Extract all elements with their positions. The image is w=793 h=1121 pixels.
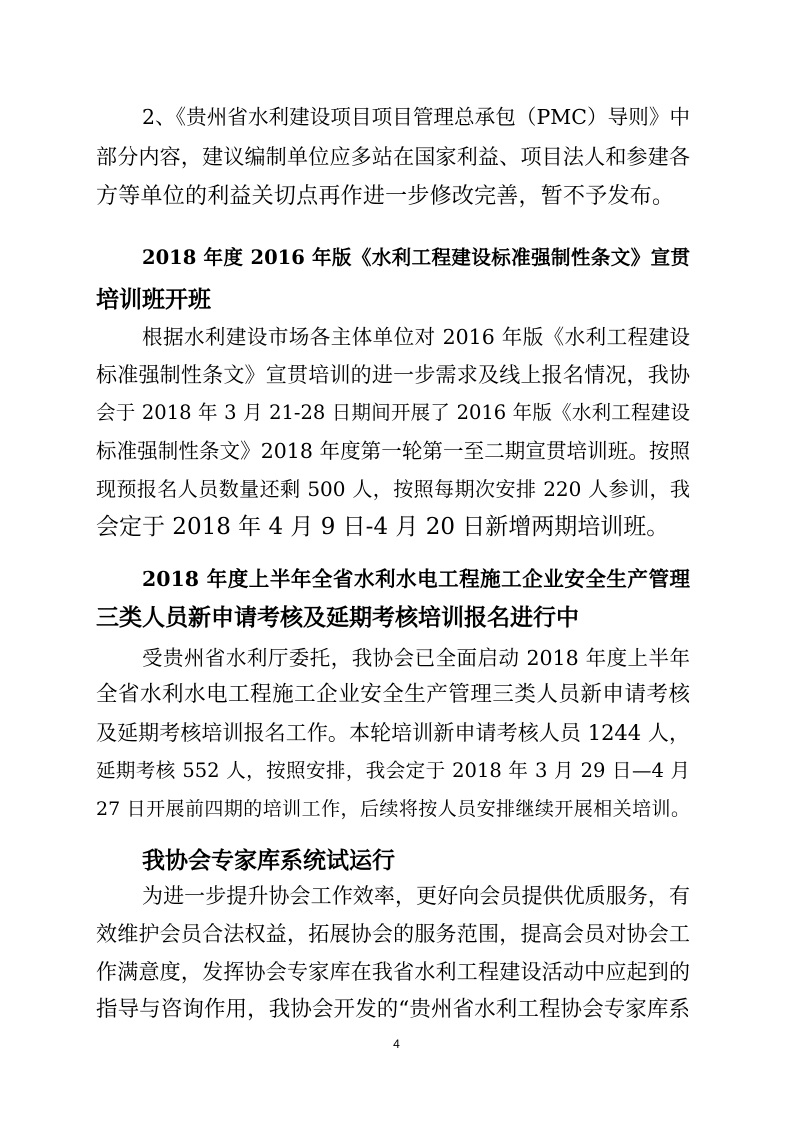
section2-body-line (0, 638, 793, 678)
intro-line (0, 97, 793, 137)
body-text: 会定于 2018 年 4 月 9 日-4 月 20 日新增两期培训班。 (96, 514, 670, 540)
body-text: 根据水利建设市场各主体单位对 2016 年版《水利工程建设 (142, 325, 690, 349)
section3-body-line (0, 876, 793, 916)
body-text: 会于 2018 年 3 月 21-28 日期间开展了 2016 年版《水利工程建设 (96, 401, 690, 424)
section3-body-line (0, 952, 793, 992)
section2-heading (0, 598, 793, 638)
section1-body-line (0, 507, 793, 547)
section2-body-line (0, 751, 793, 791)
heading-text: 培训班开班 (96, 286, 211, 313)
section2-body-line (0, 675, 793, 715)
section2-heading (0, 559, 793, 599)
body-text: 作满意度，发挥协会专家库在我省水利工程建设活动中应起到的 (96, 960, 690, 984)
section1-body-line (0, 469, 793, 509)
intro-line (0, 177, 793, 217)
body-text: 效维护会员合法权益，拓展协会的服务范围，提高会员对协会工 (96, 922, 690, 946)
body-text: 标准强制性条文》2018 年度第一轮第一至二期宣贯培训班。按照 (96, 439, 690, 463)
section1-body-line (0, 317, 793, 357)
heading-text: 2018 年度上半年全省水利水电工程施工企业安全生产管理 (142, 567, 690, 591)
body-text: 延期考核 552 人，按照安排，我会定于 2018 年 3 月 29 日—4 月 (96, 759, 690, 782)
heading-text: 2018 年度 2016 年版《水利工程建设标准强制性条文》宣贯 (142, 246, 690, 269)
body-text: 27 日开展前四期的培训工作，后续将按人员安排继续开展相关培训。 (96, 798, 690, 820)
intro-line (0, 137, 793, 177)
body-text: 受贵州省水利厅委托，我协会已全面启动 2018 年度上半年 (142, 646, 690, 670)
body-text: 现预报名人员数量还剩 500 人，按照每期次安排 220 人参训，我 (96, 477, 690, 501)
page-number: 4 (393, 1037, 400, 1051)
section3-heading (0, 841, 793, 881)
intro-text: 2、《贵州省水利建设项目项目管理总承包（PMC）导则》中 (142, 105, 690, 129)
body-text: 标准强制性条文》宣贯培训的进一步需求及线上报名情况，我协 (96, 363, 690, 387)
heading-text: 三类人员新申请考核及延期考核培训报名进行中 (96, 604, 579, 631)
section3-body-line (0, 990, 793, 1030)
section1-heading (0, 280, 793, 320)
body-text: 为进一步提升协会工作效率，更好向会员提供优质服务，有 (142, 884, 690, 908)
heading-text: 我协会专家库系统试运行 (142, 847, 395, 874)
intro-text: 方等单位的利益关切点再作进一步修改完善，暂不予发布。 (96, 184, 674, 209)
section1-body-line (0, 431, 793, 471)
body-text: 及延期考核培训报名工作。本轮培训新申请考核人员 1244 人， (96, 721, 690, 745)
section2-body-line (0, 789, 793, 829)
section1-heading (0, 238, 793, 278)
section1-body-line (0, 355, 793, 395)
intro-text: 部分内容，建议编制单位应多站在国家利益、项目法人和参建各 (96, 145, 690, 169)
body-text: 全省水利水电工程施工企业安全生产管理三类人员新申请考核 (96, 682, 690, 707)
section2-body-line (0, 713, 793, 753)
body-text: 指导与咨询作用，我协会开发的“贵州省水利工程协会专家库系 (96, 997, 690, 1022)
section3-body-line (0, 914, 793, 954)
section1-body-line (0, 393, 793, 433)
